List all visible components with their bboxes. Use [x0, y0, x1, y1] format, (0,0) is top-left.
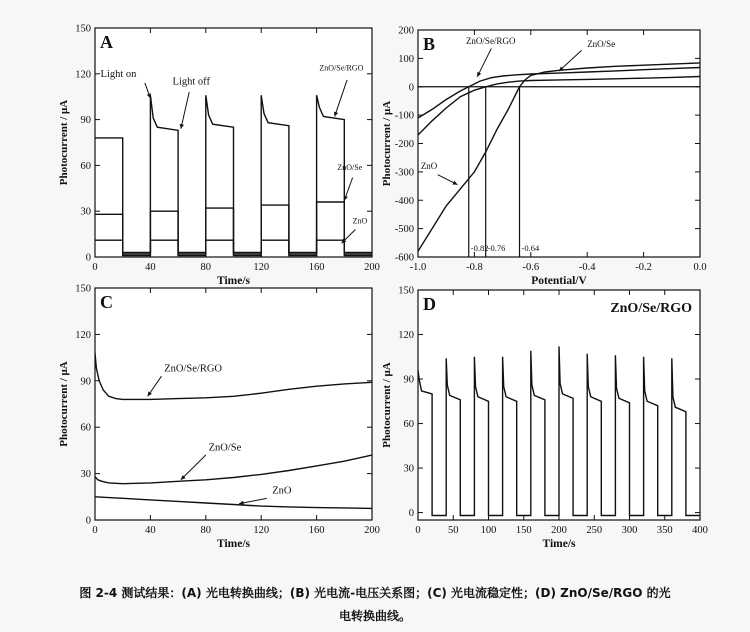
x-axis-label: Time/s: [542, 538, 576, 550]
x-tick-label: 250: [586, 525, 603, 536]
onset-label: -0.64: [521, 243, 540, 253]
y-tick-label: -200: [394, 139, 414, 150]
x-axis-label: Time/s: [216, 275, 251, 287]
annotation-label: ZnO/Se/RGO: [465, 36, 516, 47]
y-tick-label: -400: [394, 195, 414, 207]
x-tick-label: 40: [145, 525, 156, 536]
y-tick-label: 150: [398, 285, 414, 297]
x-tick-label: 0: [92, 262, 98, 273]
x-tick-label: 0: [415, 525, 421, 536]
annotation-label: ZnO: [420, 161, 438, 172]
panel-label: D: [423, 294, 436, 314]
y-tick-label: 90: [80, 376, 91, 388]
y-tick-label: 30: [80, 206, 91, 218]
x-tick-label: 400: [692, 525, 708, 536]
y-tick-label: 0: [408, 82, 414, 94]
x-tick-label: -1.0: [409, 262, 427, 273]
y-tick-label: -500: [394, 224, 414, 236]
y-tick-label: 150: [75, 23, 91, 35]
y-tick-label: 60: [80, 422, 91, 434]
y-tick-label: 30: [80, 469, 91, 481]
y-tick-label: -600: [394, 252, 414, 264]
x-tick-label: 200: [364, 525, 380, 536]
y-tick-label: 0: [85, 252, 91, 264]
x-tick-label: 0: [92, 525, 98, 536]
onset-label: -0.82: [470, 243, 489, 253]
chart-panel-d: [381, 286, 708, 551]
figure-caption-line-1: 图 2-4 测试结果：(A) 光电转换曲线；(B) 光电流-电压关系图；(C) 光电流稳定性；(D) ZnO/Se/RGO 的光: [79, 586, 671, 600]
x-tick-label: 350: [656, 525, 673, 536]
annotation-label: ZnO/Se: [208, 442, 242, 454]
y-tick-label: 90: [403, 374, 414, 386]
x-tick-label: 300: [621, 525, 638, 536]
y-tick-label: 0: [85, 515, 91, 527]
x-tick-label: 120: [253, 262, 270, 273]
x-tick-label: 80: [200, 525, 212, 536]
x-axis-label: Potential/V: [531, 275, 587, 287]
x-tick-label: 160: [308, 525, 325, 536]
x-tick-label: 100: [480, 525, 497, 536]
chart-panel-c: [58, 284, 380, 551]
annotation-label: ZnO: [352, 216, 368, 226]
y-tick-label: 200: [398, 25, 414, 37]
onset-label: -0.76: [487, 243, 506, 253]
chart-panel-b: [381, 26, 707, 288]
x-tick-label: 0.0: [693, 262, 707, 273]
annotation-label: Light off: [172, 76, 210, 88]
panel-label: C: [100, 292, 113, 312]
panel-label: B: [423, 34, 436, 54]
y-tick-label: 150: [75, 283, 91, 295]
annotation-label: ZnO: [272, 485, 292, 497]
y-tick-label: -100: [394, 110, 414, 122]
y-tick-label: 120: [75, 329, 91, 341]
y-tick-label: 120: [75, 69, 91, 81]
y-tick-label: 120: [398, 330, 414, 342]
annotation-label: ZnO/Se: [587, 39, 616, 50]
y-tick-label: 60: [403, 419, 414, 431]
x-tick-label: 160: [308, 262, 325, 273]
plot-frame: [95, 288, 372, 520]
y-axis-label: Photocurrent / μA: [381, 362, 393, 448]
y-tick-label: 60: [80, 160, 91, 172]
x-tick-label: 40: [145, 262, 156, 273]
x-tick-label: -0.4: [578, 262, 596, 273]
annotation-label: ZnO/Se/RGO: [319, 63, 364, 73]
figure-caption-line-2: 电转换曲线。: [338, 609, 411, 623]
x-tick-label: -0.8: [466, 262, 483, 273]
y-axis-label: Photocurrent / μA: [58, 361, 70, 447]
annotation-label: ZnO/Se: [337, 162, 363, 172]
x-tick-label: 50: [448, 525, 459, 536]
annotation-label: Light on: [100, 68, 137, 80]
x-tick-label: -0.6: [522, 262, 540, 273]
y-tick-label: 90: [80, 115, 91, 127]
panel-title: ZnO/Se/RGO: [610, 301, 692, 316]
x-tick-label: 200: [551, 525, 567, 536]
x-tick-label: -0.2: [635, 262, 652, 273]
x-tick-label: 80: [200, 262, 212, 273]
y-axis-label: Photocurrent / μA: [381, 100, 393, 187]
chart-panel-a: [58, 24, 380, 288]
y-tick-label: 0: [408, 508, 414, 520]
x-tick-label: 120: [253, 525, 270, 536]
y-tick-label: 30: [403, 463, 414, 475]
y-axis-label: Photocurrent / μA: [58, 99, 70, 186]
x-tick-label: 200: [364, 262, 380, 273]
panel-label: A: [100, 32, 113, 52]
annotation-label: ZnO/Se/RGO: [164, 363, 222, 375]
x-axis-label: Time/s: [216, 538, 251, 550]
y-tick-label: -300: [394, 167, 414, 179]
x-tick-label: 150: [515, 525, 532, 536]
y-tick-label: 100: [398, 53, 414, 65]
